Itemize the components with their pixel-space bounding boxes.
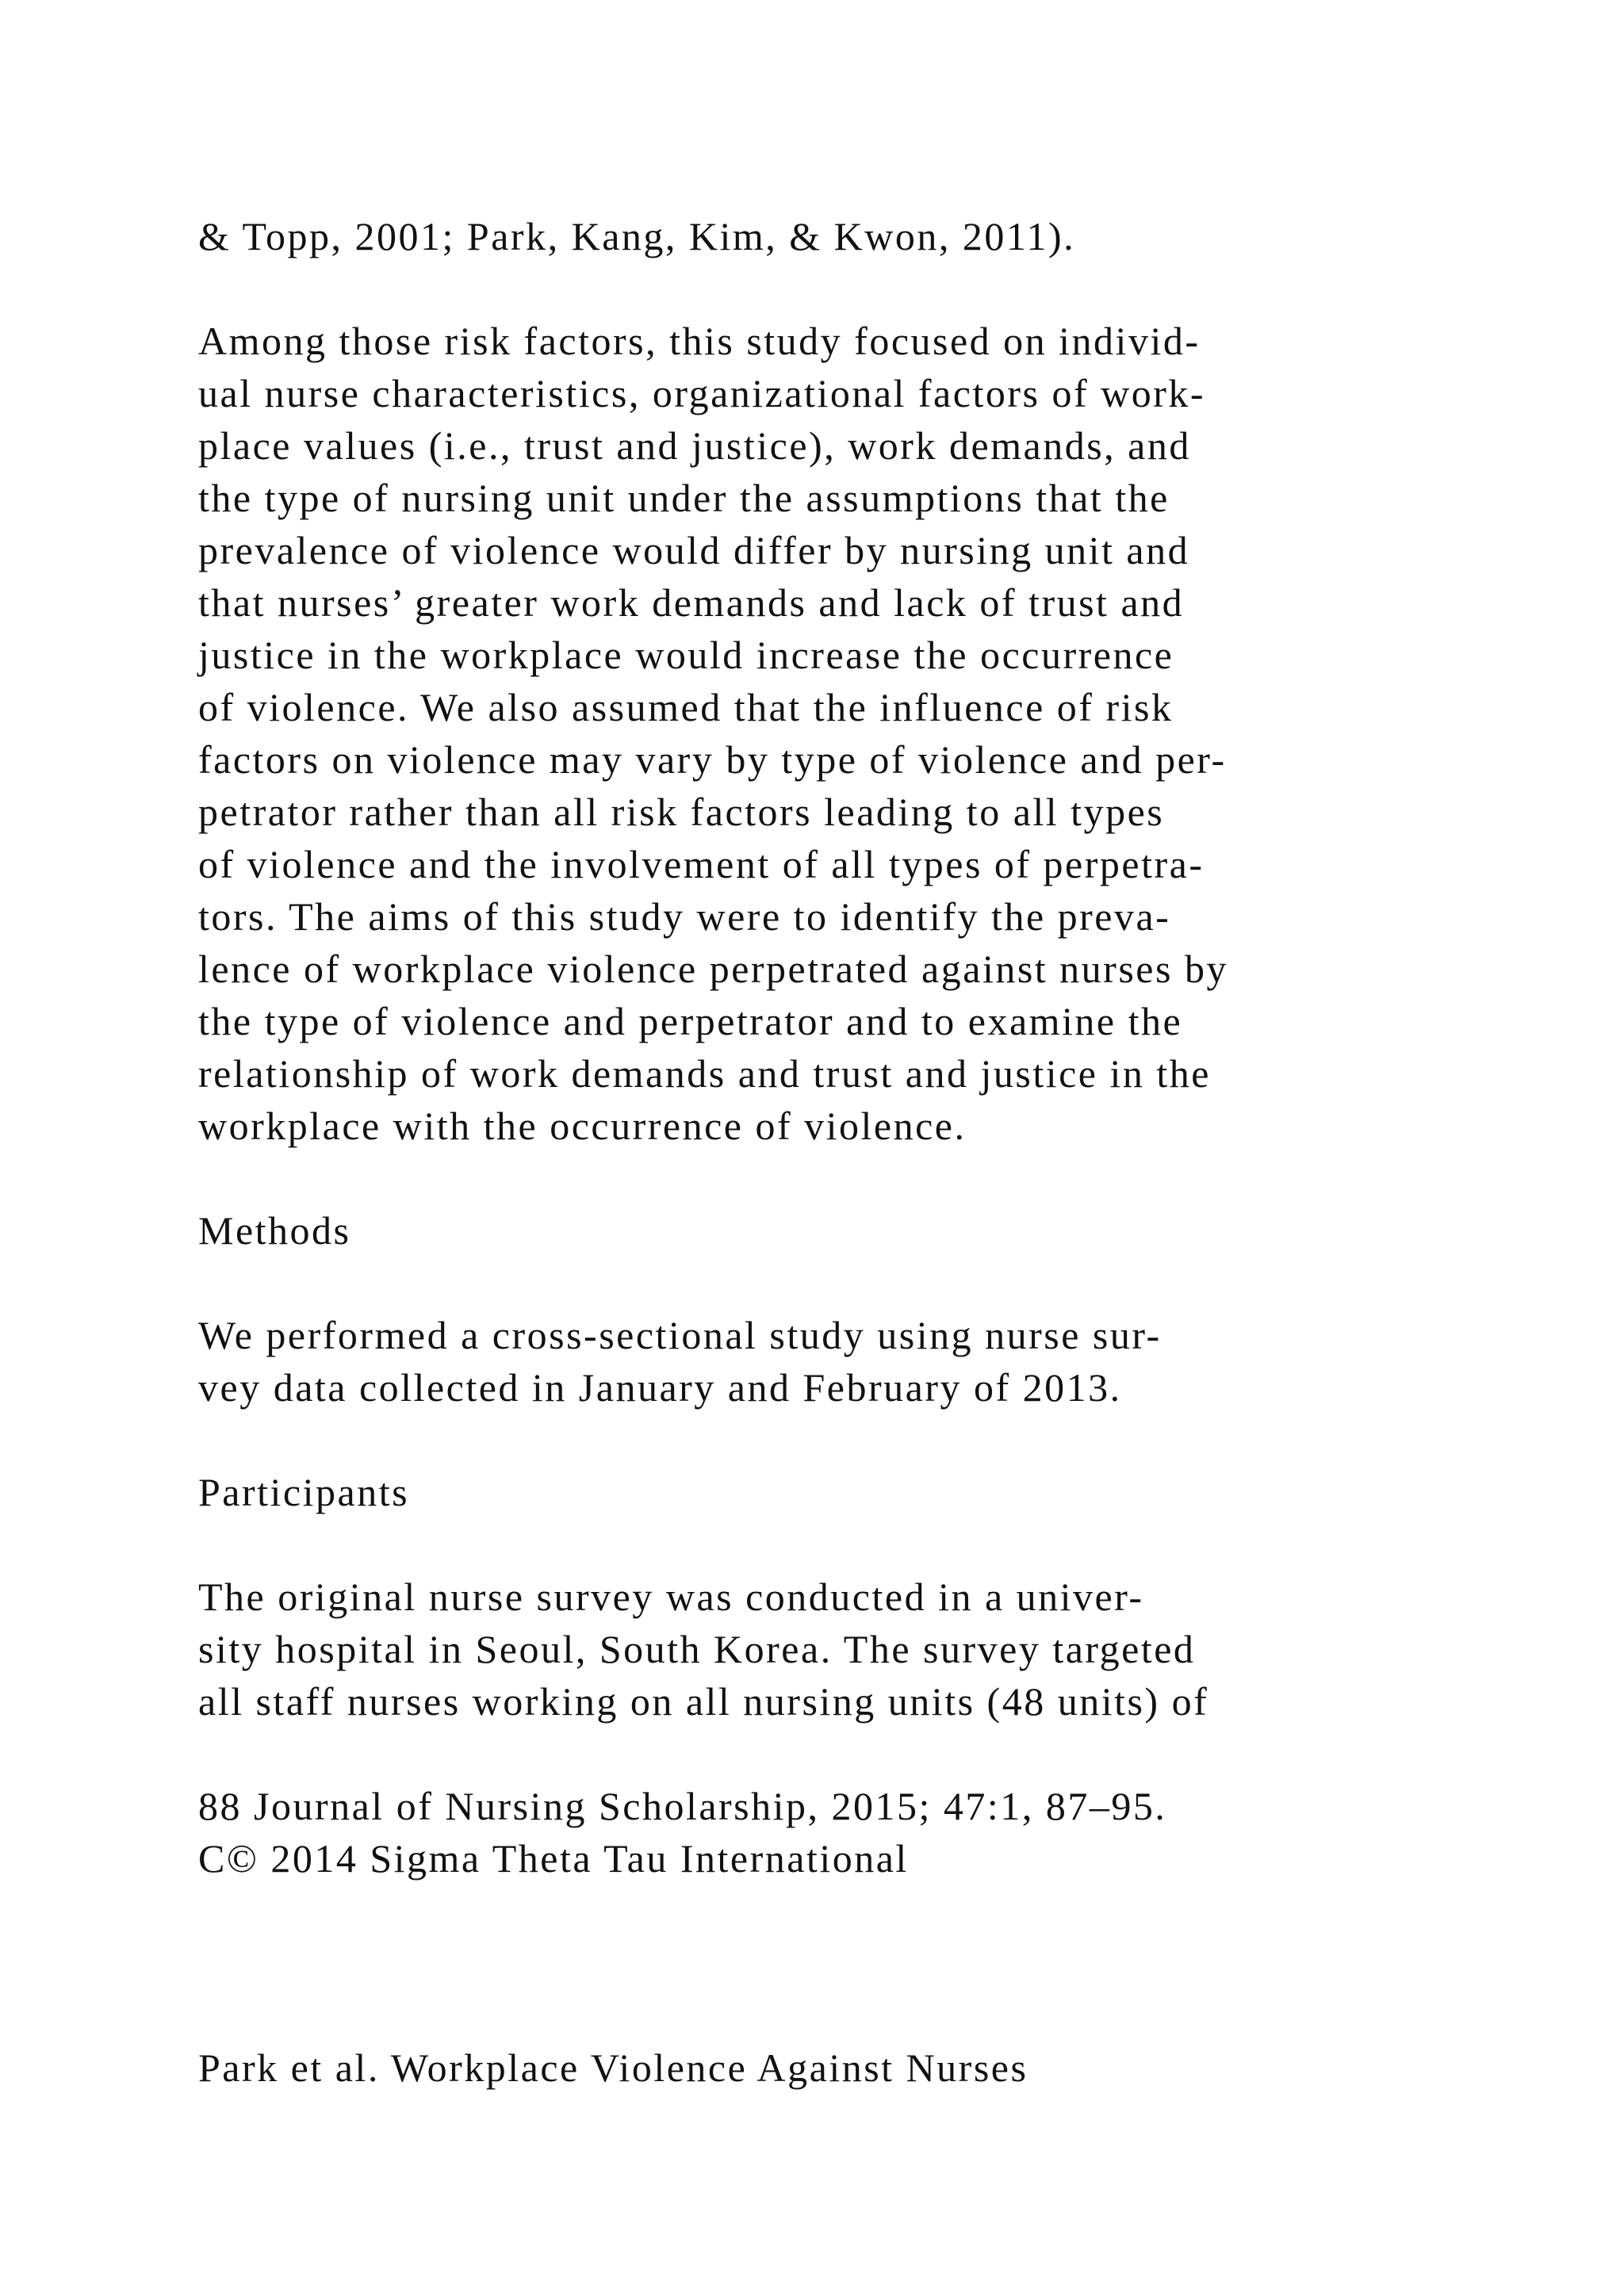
text-line: that nurses’ greater work demands and lack of trust and [198, 580, 1185, 625]
text-line: We performed a cross-sectional study using nurse sur- [198, 1313, 1162, 1357]
text-line: petrator rather than all risk factors leading to all types [198, 790, 1165, 834]
text-line: tors. The aims of this study were to identify the preva- [198, 894, 1171, 939]
text-line: place values (i.e., trust and justice), work demands, and [198, 423, 1191, 468]
text-line: The original nurse survey was conducted in a univer- [198, 1575, 1144, 1619]
text-line: ual nurse characteristics, organizational factors of work- [198, 371, 1205, 415]
text-line: lence of workplace violence perpetrated against nurses by [198, 947, 1228, 991]
text-line: factors on violence may vary by type of violence and per- [198, 737, 1227, 782]
text-line: of violence. We also assumed that the influence of risk [198, 685, 1174, 729]
opening-fragment: & Topp, 2001; Park, Kang, Kim, & Kwon, 2011). [198, 214, 1076, 258]
running-header: Park et al. Workplace Violence Against Nurses [198, 2045, 1028, 2090]
footer-copyright: C© 2014 Sigma Theta Tau International [198, 1836, 909, 1881]
text-line: justice in the workplace would increase the occurrence [198, 633, 1174, 677]
text-line: all staff nurses working on all nursing units (48 units) of [198, 1679, 1209, 1724]
text-line: of violence and the involvement of all types of perpetra- [198, 842, 1205, 886]
text-line: prevalence of violence would differ by nursing unit and [198, 528, 1190, 572]
text-line: workplace with the occurrence of violence. [198, 1104, 967, 1148]
text-line: sity hospital in Seoul, South Korea. The survey targeted [198, 1627, 1196, 1671]
participants-heading: Participants [198, 1470, 410, 1514]
footer-citation: 88 Journal of Nursing Scholarship, 2015; 47:1, 87–95. [198, 1784, 1167, 1828]
methods-heading: Methods [198, 1208, 351, 1253]
text-line: the type of nursing unit under the assumptions that the [198, 476, 1170, 520]
text-line: Among those risk factors, this study focused on individ- [198, 319, 1201, 363]
text-line: the type of violence and perpetrator and to examine the [198, 999, 1183, 1043]
text-line: relationship of work demands and trust and justice in the [198, 1051, 1211, 1096]
text-line: vey data collected in January and February of 2013. [198, 1365, 1122, 1410]
